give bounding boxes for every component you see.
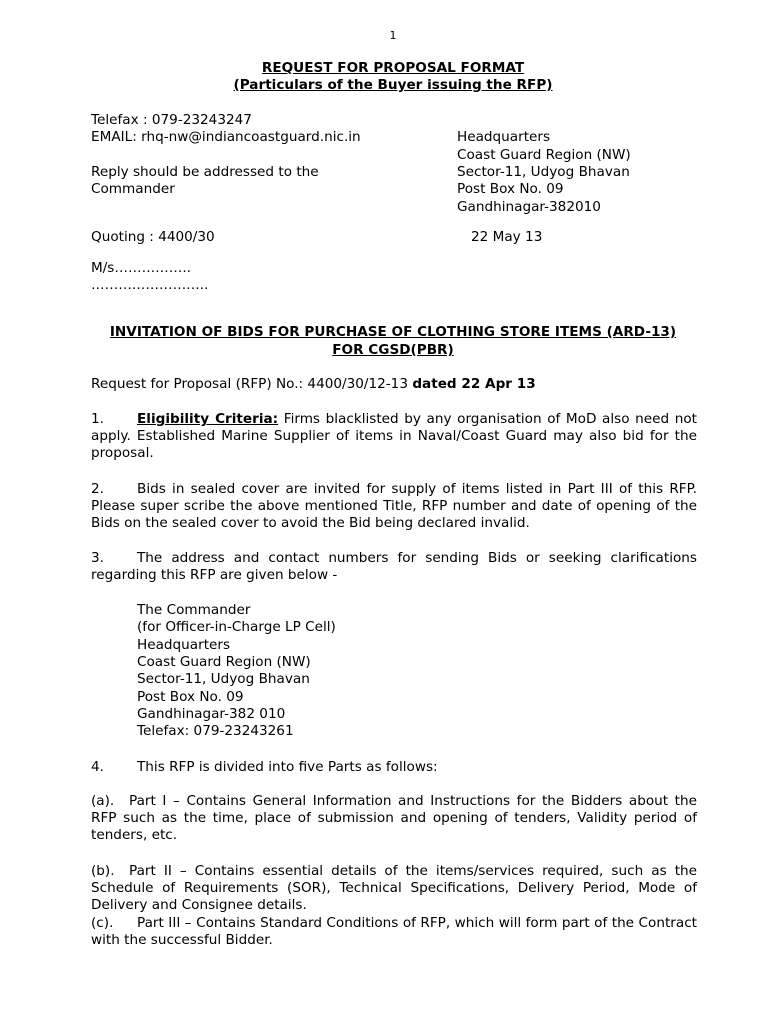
- document-subtitle: (Particulars of the Buyer issuing the RFP): [233, 77, 553, 93]
- eligibility-heading: Eligibility Criteria:: [137, 411, 279, 427]
- invitation-title-line-2: FOR CGSD(PBR): [332, 342, 454, 358]
- invitation-title-line-1: INVITATION OF BIDS FOR PURCHASE OF CLOTHING STORE ITEMS (ARD-13): [109, 324, 677, 340]
- para-number: (a).: [91, 793, 115, 809]
- paragraph-c: [91, 915, 697, 949]
- para-number: 2.: [91, 481, 104, 497]
- para-number: (c).: [91, 915, 114, 931]
- email-line: EMAIL: rhq-nw@indiancoastguard.nic.in: [91, 129, 361, 145]
- telefax-line: Telefax : 079-23243247: [91, 112, 252, 128]
- hq-line: Coast Guard Region (NW): [457, 147, 631, 163]
- addressee-line-2: ……………………..: [91, 277, 209, 293]
- para-text: The address and contact numbers for sending Bids or seeking clarifications regarding this RFP are given below -: [91, 550, 697, 583]
- para-text: Firms blacklisted by any organisation of MoD also need not apply. Established Marine Supplier of items in Naval/Coast Guard may also bid for the proposal.: [91, 411, 698, 461]
- para-text: This RFP is divided into five Parts as follows:: [137, 759, 438, 775]
- rfp-dated: dated 22 Apr 13: [412, 376, 536, 392]
- address-line: Post Box No. 09: [137, 689, 244, 705]
- para-number: 1.: [91, 411, 104, 427]
- address-line: (for Officer-in-Charge LP Cell): [137, 619, 336, 635]
- address-line: Headquarters: [137, 637, 231, 653]
- rfp-number: Request for Proposal (RFP) No.: 4400/30/12-13: [91, 376, 413, 392]
- hq-line: Gandhinagar-382010: [457, 199, 601, 215]
- hq-line: Post Box No. 09: [457, 181, 564, 197]
- address-line: The Commander: [137, 602, 251, 618]
- reply-line-2: Commander: [91, 181, 175, 197]
- letter-date: 22 May 13: [471, 229, 543, 245]
- para-text: Bids in sealed cover are invited for supply of items listed in Part III of this RFP. Please super scribe the above mentioned Title, RFP number and date of opening of the Bids on the sealed cover to avoid the Bid being declared invalid.: [91, 481, 697, 531]
- paragraph-b: [91, 863, 697, 914]
- paragraph-a: [91, 793, 697, 844]
- para-number: (b).: [91, 863, 115, 879]
- paragraph-2: [91, 481, 697, 532]
- hq-line: Headquarters: [457, 129, 551, 145]
- address-line: Coast Guard Region (NW): [137, 654, 311, 670]
- quoting-line: Quoting : 4400/30: [91, 229, 215, 245]
- paragraph-1: [91, 411, 697, 462]
- reply-line-1: Reply should be addressed to the: [91, 164, 319, 180]
- address-line: Sector-11, Udyog Bhavan: [137, 671, 310, 687]
- paragraph-4: [91, 759, 697, 776]
- address-line: Telefax: 079-23243261: [137, 723, 294, 739]
- para-number: 3.: [91, 550, 104, 566]
- para-text: Part I – Contains General Information and Instructions for the Bidders about the RFP such as the time, place of submission and opening of tenders, Validity period of tenders, etc.: [91, 793, 697, 843]
- page-number: 1: [389, 29, 397, 42]
- para-text: Part III – Contains Standard Conditions of RFP, which will form part of the Contract with the successful Bidder.: [91, 915, 697, 948]
- address-line: Gandhinagar-382 010: [137, 706, 286, 722]
- addressee-line-1: M/s……………..: [91, 260, 192, 276]
- paragraph-3: [91, 550, 697, 584]
- rfp-reference: [91, 376, 536, 393]
- para-number: 4.: [91, 759, 104, 775]
- para-text: Part II – Contains essential details of the items/services required, such as the Schedule of Requirements (SOR), Technical Specifications, Delivery Period, Mode of Delivery and Consignee details.: [91, 863, 697, 913]
- document-title: REQUEST FOR PROPOSAL FORMAT: [261, 60, 525, 76]
- hq-line: Sector-11, Udyog Bhavan: [457, 164, 630, 180]
